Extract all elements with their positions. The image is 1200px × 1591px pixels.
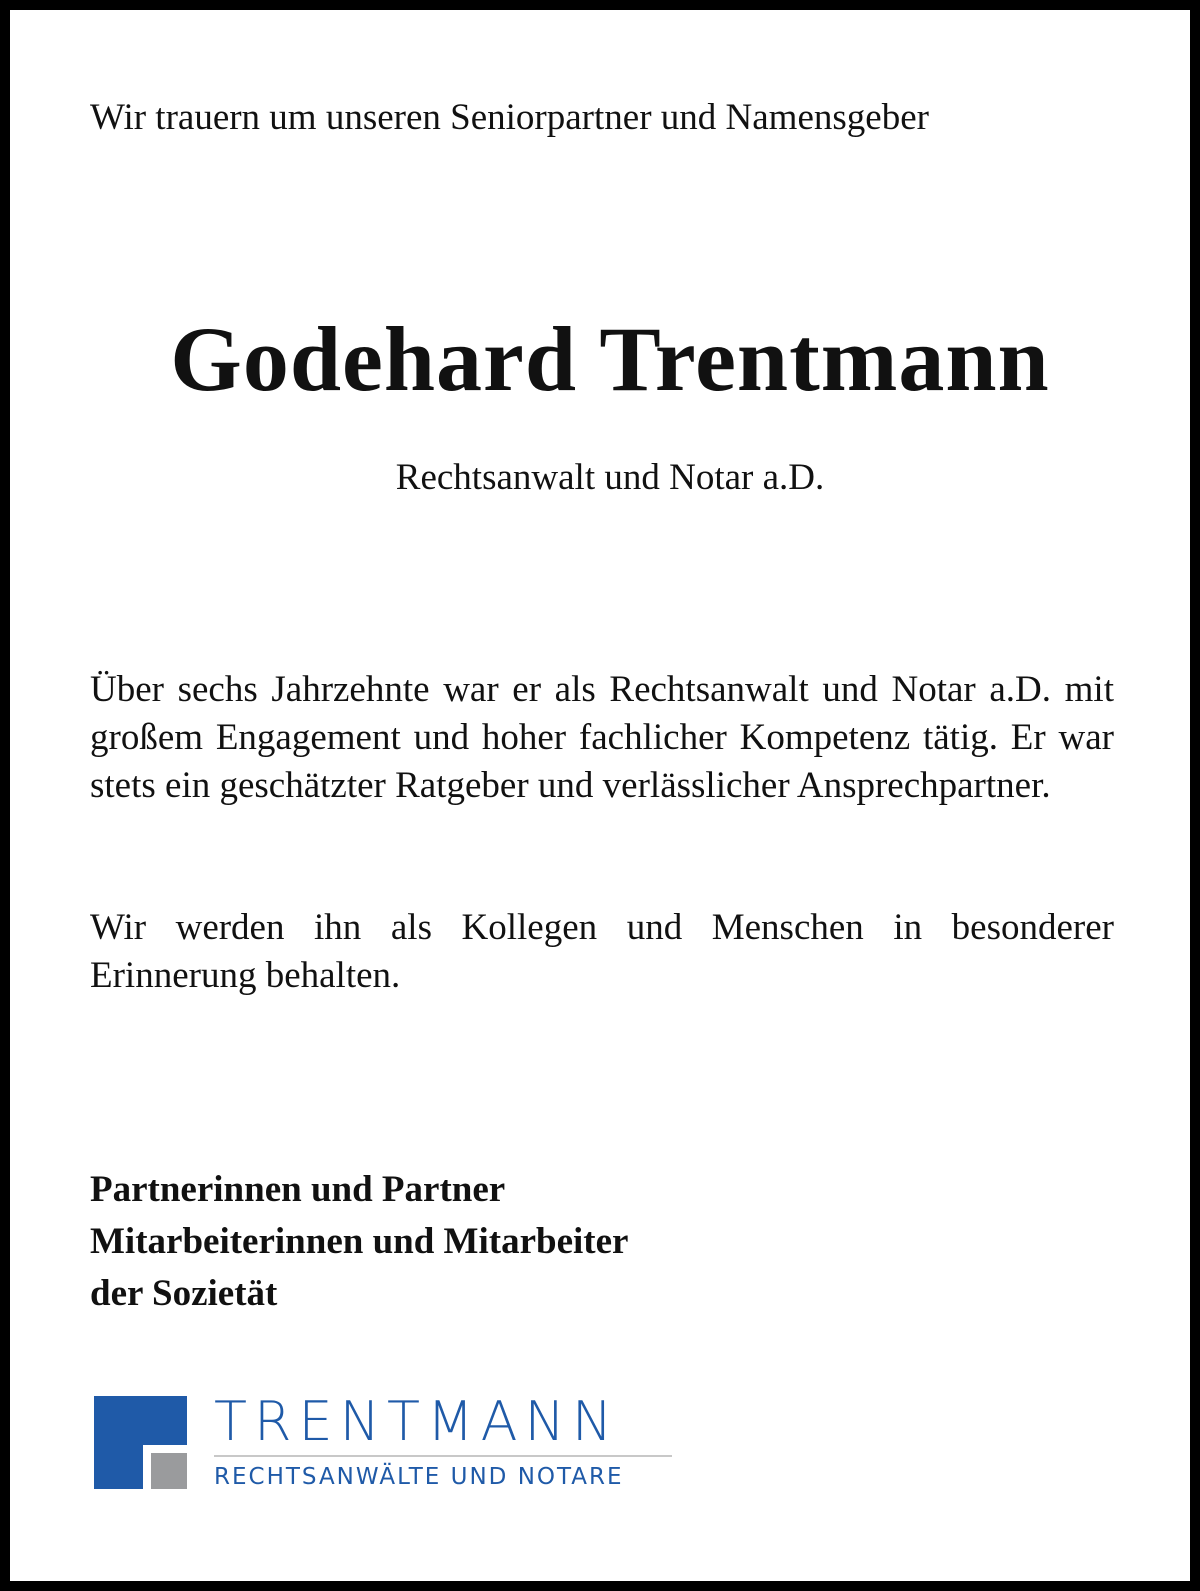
signature-line: Mitarbeiterinnen und Mitarbeiter: [90, 1221, 629, 1262]
remembrance-paragraph: Wir werden ihn als Kollegen und Menschen in besonderer Erinnerung behalten.: [90, 907, 1114, 996]
signature-line: Partnerinnen und Partner: [90, 1169, 506, 1210]
signature-block: [90, 1164, 628, 1320]
logo-mark-icon: [94, 1396, 187, 1489]
signature-line: der Sozietät: [90, 1273, 278, 1314]
logo-wordmark: TRENTMANN: [214, 1390, 620, 1453]
deceased-name: Godehard Trentmann: [170, 308, 1050, 410]
tribute-paragraph: Über sechs Jahrzehnte war er als Rechtsanwalt und Notar a.D. mit großem Engagement und hoher fachlicher Kompetenz tätig. Er war stets ein geschätzter Ratgeber und verlässlicher Ansprechpartner.: [90, 669, 1114, 806]
logo-subtitle: RECHTSANWÄLTE UND NOTARE: [214, 1464, 624, 1490]
logo-divider: [214, 1455, 672, 1457]
deceased-title: Rechtsanwalt und Notar a.D.: [395, 457, 825, 498]
firm-logo: [94, 1390, 694, 1492]
intro-line: Wir trauern um unseren Seniorpartner und Namensgeber: [90, 97, 929, 138]
